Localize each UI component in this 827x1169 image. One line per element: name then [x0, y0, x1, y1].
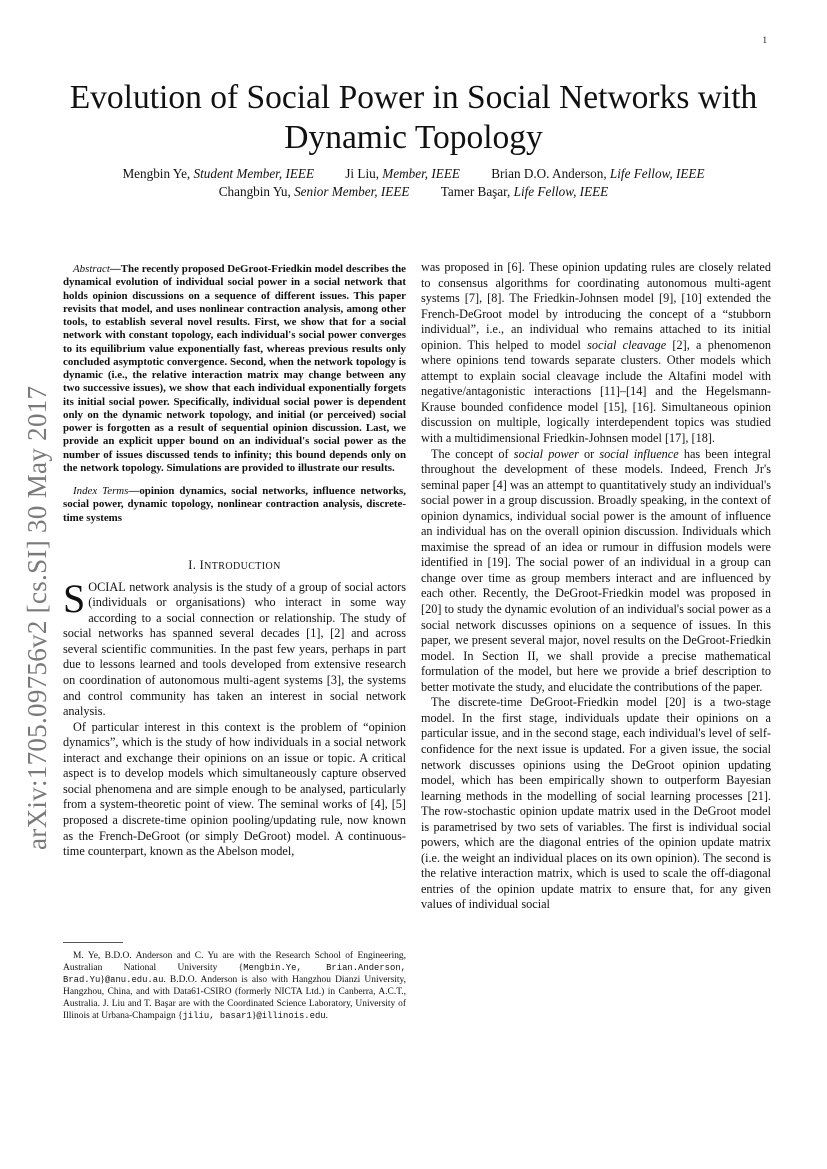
- footnote-rule: [63, 942, 123, 943]
- paper-title: Evolution of Social Power in Social Networks with Dynamic Topology: [69, 79, 758, 156]
- author-footnote: M. Ye, B.D.O. Anderson and C. Yu are with the Research School of Engineering, Australian National University {Mengbin.Ye, Brian.Anderson, Brad.Yu}@anu.edu.au. B.D.O. Anderson is also with Hangzhou Dianzi University, Hangzhou, China, and with Data61-CSIRO (formerly NICTA Ltd.) in Canberra, A.C.T., Australia. J. Liu and T. Başar are with the Coordinated Science Laboratory, University of Illinois at Urbana-Champaign {jiliu, basar1}@illinois.edu.: [63, 951, 406, 1022]
- author: Ji Liu, Member, IEEE: [345, 166, 460, 181]
- author-block: [40, 165, 787, 201]
- author: Mengbin Ye, Student Member, IEEE: [122, 166, 314, 181]
- abstract: Abstract—The recently proposed DeGroot-Friedkin model describes the dynamical evolution of individual social power in a social network that holds opinion discussions on a sequence of different issues. This paper revisits that model, and uses nonlinear contraction analysis, among other tools, to establish several novel results. First, we show that for a social network with constant topology, each individual's social power converges to its equilibrium value exponentially fast, whereas previous results only concluded asymptotic convergence. Second, when the network topology is dynamic (i.e., the relative interaction matrix may change between any two successive issues), we show that each individual exponentially forgets its initial social power. Specifically, individual social power is dependent only on the dynamic network topology, and initial (or perceived) social power is forgotten as a result of sequential opinion discussion. Last, we provide an explicit upper bound on an individual's social power as the number of issues discussed tends to infinity; this bound depends only on the network topology. Simulations are provided to illustrate our results.: [63, 263, 406, 474]
- left-column: [63, 263, 406, 860]
- arxiv-stamp: arXiv:1705.09756v2 [cs.SI] 30 May 2017: [22, 385, 52, 850]
- abstract-label: Abstract: [73, 263, 110, 275]
- page-number: 1: [762, 35, 767, 45]
- right-paragraph-3: The discrete-time DeGroot-Friedkin model [20] is a two-stage model. In the first stage, individuals update their opinions on a particular issue, and in the second stage, each individual's level of self-confidence for the next issue is updated. For a given issue, the social network discusses opinions using the DeGroot opinion updating model, which has been empirically shown to outperform Bayesian learning methods in the modelling of social learning processes [21]. The row-stochastic opinion update matrix used in the DeGroot model is parametrised by two sets of variables. The first is individual social powers, which are the diagonal entries of the opinion update matrix (i.e. the weight an individual places on its own opinion). The second is the relative interaction matrix, which is used to scale the off-diagonal entries of the opinion update matrix to ensure that, for any given values of individual social: [421, 695, 771, 912]
- right-paragraph-1: was proposed in [6]. These opinion updating rules are closely related to consensus algorithms for coordinating autonomous multi-agent systems [7], [8]. The Friedkin-Johnsen model [9], [10] extended the French-DeGroot model by introducing the concept of a “stubborn individual”, i.e., an individual who remains attached to its initial opinion. This helped to model social cleavage [2], a phenomenon where opinions tend towards separate clusters. Other models which attempt to explain social cleavage include the Altafini model with negative/antagonistic interactions [11]–[14] and the Hegelsmann-Krause bounded confidence model [15], [16]. Simultaneous opinion discussion on multiple, logically interdependent topics was studied with a multidimensional Friedkin-Johnsen model [17], [18].: [421, 260, 771, 446]
- intro-paragraph-2: Of particular interest in this context is the problem of “opinion dynamics”, which is the study of how individuals in a social network interact and exchange their opinions on an issue or topic. A critical aspect is to develop models which simultaneously capture observed social phenomena and are simple enough to be analysed, particularly from a system-theoretic point of view. The seminal works of [4], [5] proposed a discrete-time opinion pooling/updating rule, now known as the French-DeGroot (or simply DeGroot) model. A continuous-time counterpart, known as the Abelson model,: [63, 719, 406, 859]
- intro-paragraph-1: SOCIAL network analysis is the study of a group of social actors (individuals or organisations) who interact in some way according to a social connection or relationship. The study of social networks has spanned several decades [1], [2] and across several scientific communities. In the past few years, perhaps in part due to lessons learned and tools developed from extensive research on coordination of autonomous multi-agent systems [3], the systems and control community has taken an interest in social network analysis.: [63, 575, 406, 719]
- index-terms: Index Terms—opinion dynamics, social networks, influence networks, social power, dynamic topology, nonlinear contraction analysis, discrete-time systems: [63, 485, 406, 524]
- author-row-2: [40, 183, 787, 201]
- section-heading-introduction: I. INTRODUCTION: [188, 557, 281, 572]
- index-terms-label: Index Terms: [73, 485, 129, 497]
- author: Changbin Yu, Senior Member, IEEE: [218, 184, 410, 199]
- author-row-1: [40, 165, 787, 183]
- right-column: [421, 260, 771, 913]
- author: Brian D.O. Anderson, Life Fellow, IEEE: [491, 166, 705, 181]
- author: Tamer Başar, Life Fellow, IEEE: [440, 184, 609, 199]
- right-paragraph-2: The concept of social power or social influence has been integral throughout the development of these models. Indeed, French Jr's seminal paper [4] was an attempt to quantitatively study an individual's social power in a group discussion. Broadly speaking, in the context of opinion dynamics, individual social power is the amount of influence an individual has on the overall opinion discussion. Individuals which maximise the spread of an idea or rumour in diffusion models were identified in [19]. The social power of an individual in a group can change over time as group members interact and are influenced by each other. Recently, the DeGroot-Friedkin model was proposed in [20] to study the dynamic evolution of an individual's social power as a social network discusses opinions on a sequence of issues. In this paper, we present several major, novel results on the DeGroot-Friedkin model. In Section II, we shall provide a precise mathematical formulation of the model, but here we provide a brief description to better motivate the study, and elucidate the contributions of the paper.: [421, 446, 771, 694]
- drop-cap: S: [63, 575, 86, 621]
